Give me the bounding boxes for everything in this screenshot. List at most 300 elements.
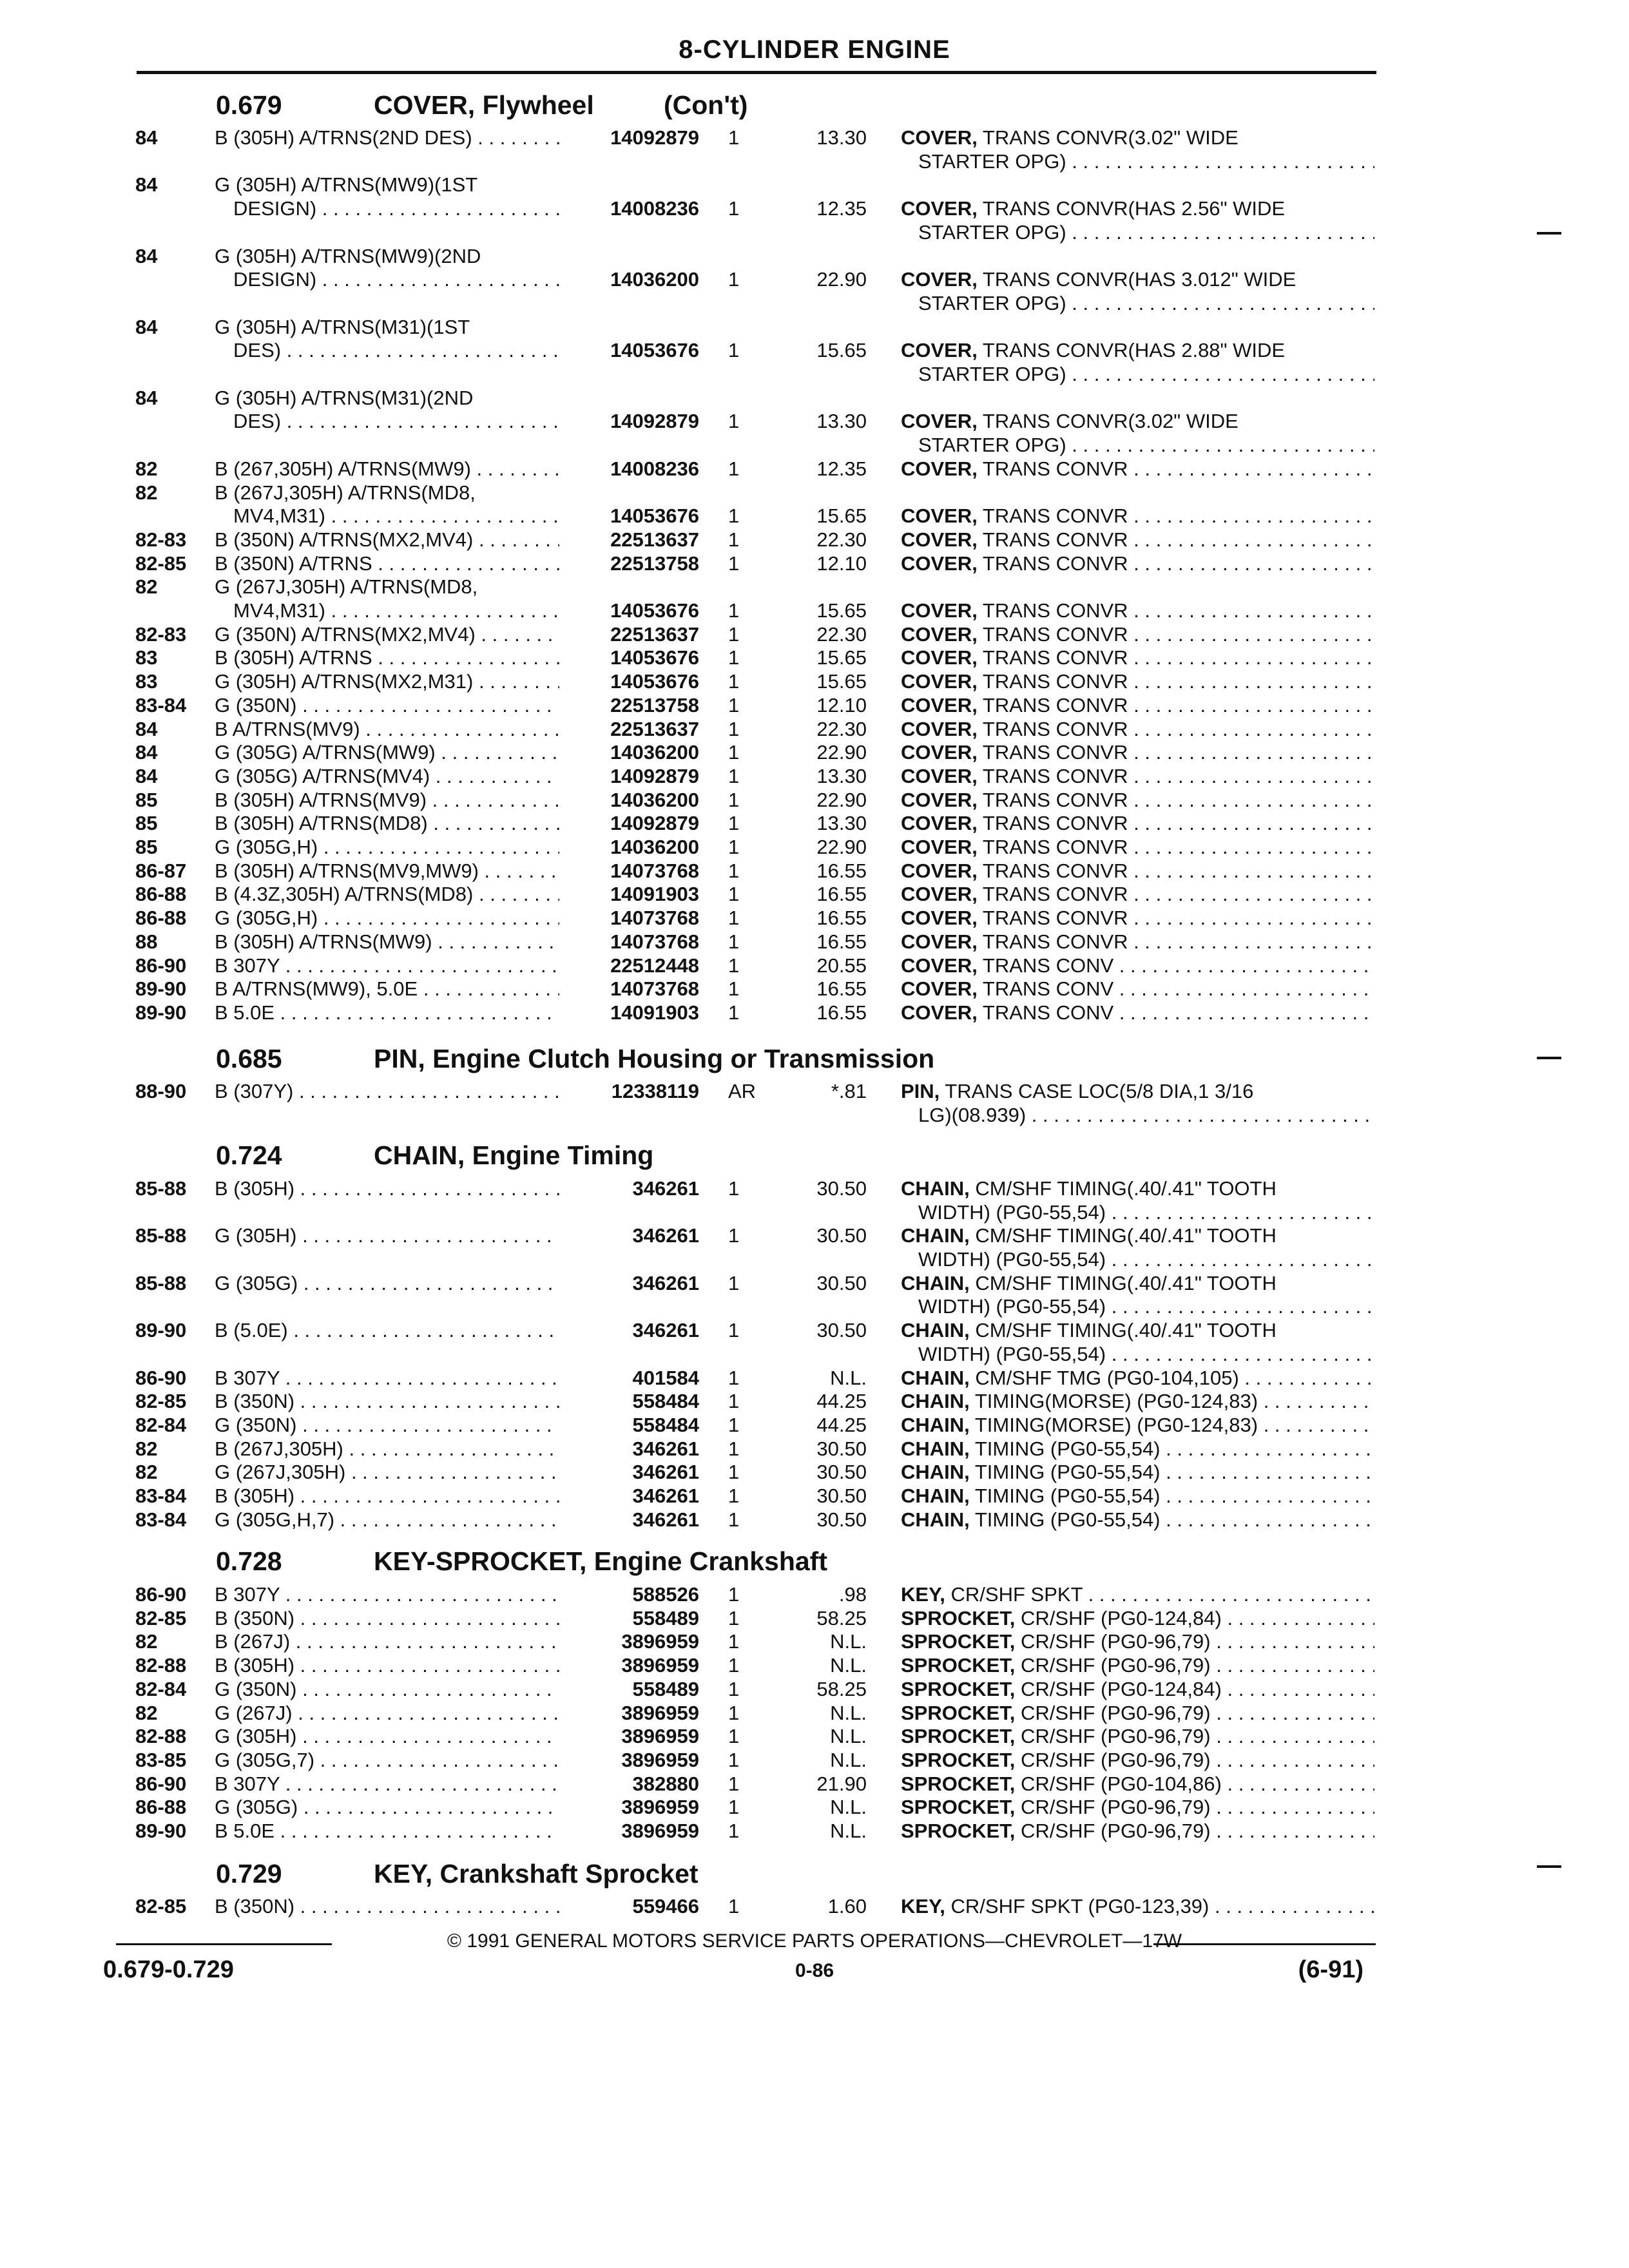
model-description: B 5.0E . . . xyxy=(215,1001,559,1024)
quantity: 1 xyxy=(728,670,740,693)
price: 30.50 xyxy=(816,1271,867,1294)
part-number: 22513637 xyxy=(610,717,699,740)
part-number: 14036200 xyxy=(610,788,699,811)
part-number: 14092879 xyxy=(610,126,699,149)
price: 30.50 xyxy=(816,1177,867,1200)
part-detail: TIMING (PG0-55,54) xyxy=(969,1461,1161,1484)
price: 22.90 xyxy=(816,268,867,291)
part-description xyxy=(901,1271,1374,1295)
model-description: G (305H) A/TRNS(MW9)(2ND xyxy=(215,244,481,267)
model-description: B 307Y . . . xyxy=(215,1366,559,1390)
quantity: 1 xyxy=(728,1583,740,1606)
table-row xyxy=(0,1894,1629,1918)
part-description-cont: STARTER OPG) . . . xyxy=(918,220,1374,244)
model-description: G (305G) A/TRNS(MW9) . . . xyxy=(215,740,559,764)
part-name: COVER, xyxy=(901,693,978,716)
part-name: CHAIN, xyxy=(901,1485,970,1508)
model-description: G (267J) . . . xyxy=(215,1701,559,1725)
part-name: COVER, xyxy=(901,836,978,858)
part-description xyxy=(901,1653,1374,1677)
price: 30.50 xyxy=(816,1224,867,1247)
part-detail: TIMING(MORSE) (PG0-124,83) xyxy=(969,1390,1258,1413)
model-description: B A/TRNS(MW9), 5.0E . . . xyxy=(215,977,559,1001)
price: 15.65 xyxy=(816,599,867,622)
part-name: COVER, xyxy=(901,883,978,906)
part-name: SPROCKET, xyxy=(901,1772,1016,1795)
table-row xyxy=(0,764,1629,788)
model-year: 82-85 xyxy=(135,552,187,575)
price: 12.10 xyxy=(816,552,867,575)
price: 15.65 xyxy=(816,505,867,528)
part-number: 22513758 xyxy=(610,693,699,716)
model-year: 89-90 xyxy=(135,977,187,1001)
part-detail: CR/SHF (PG0-96,79) xyxy=(1015,1820,1211,1842)
price: 21.90 xyxy=(816,1772,867,1795)
model-description: G (350N) A/TRNS(MX2,MV4) . . . . xyxy=(215,622,559,646)
part-description xyxy=(901,859,1374,883)
quantity: 1 xyxy=(728,1772,740,1795)
part-number: 558489 xyxy=(632,1606,699,1629)
part-description xyxy=(901,646,1374,669)
part-description xyxy=(901,954,1374,977)
table-row xyxy=(0,906,1629,930)
part-description xyxy=(901,622,1374,646)
part-name: CHAIN, xyxy=(901,1508,970,1531)
table-row xyxy=(0,1701,1629,1725)
model-description: B (267J) . . . xyxy=(215,1629,559,1653)
part-name: CHAIN, xyxy=(901,1271,970,1294)
model-year: 84 xyxy=(135,386,158,409)
part-detail: TRANS CONVR xyxy=(977,693,1128,716)
table-row xyxy=(0,1772,1629,1796)
model-description: B 307Y . . . xyxy=(215,1582,559,1606)
quantity: 1 xyxy=(728,741,740,764)
table-row xyxy=(0,481,1629,528)
quantity: 1 xyxy=(728,1606,740,1629)
part-number: 346261 xyxy=(632,1508,699,1531)
model-description: B (305H) A/TRNS(MD8) . . . xyxy=(215,811,559,835)
price: 1.60 xyxy=(827,1895,867,1917)
part-description-cont: STARTER OPG) . . . xyxy=(918,362,1374,386)
model-year: 83-84 xyxy=(135,1508,187,1531)
quantity: 1 xyxy=(728,1654,740,1677)
table-row xyxy=(0,1606,1629,1630)
price: 22.90 xyxy=(816,788,867,811)
model-description: B (307Y) . . . xyxy=(215,1079,559,1103)
part-number: 346261 xyxy=(632,1319,699,1342)
table-row xyxy=(0,1318,1629,1365)
part-number: 22513637 xyxy=(610,528,699,551)
part-name: COVER, xyxy=(901,741,978,764)
part-description xyxy=(901,1582,1374,1606)
part-detail: CR/SHF (PG0-96,79) xyxy=(1015,1725,1211,1748)
part-number: 22513758 xyxy=(610,552,699,575)
model-year: 85 xyxy=(135,836,158,858)
part-number: 346261 xyxy=(632,1177,699,1200)
part-number: 346261 xyxy=(632,1485,699,1508)
header-rule xyxy=(137,71,1376,74)
model-year: 89-90 xyxy=(135,1001,187,1024)
model-description: B (350N) . . . xyxy=(215,1894,559,1918)
part-description xyxy=(901,1819,1374,1843)
part-detail: TRANS CONV xyxy=(977,954,1114,977)
quantity: 1 xyxy=(728,1271,740,1294)
price: 16.55 xyxy=(816,977,867,1001)
part-name: COVER, xyxy=(901,717,978,740)
part-detail: TRANS CONVR xyxy=(977,836,1128,858)
model-description: B (5.0E) . . . xyxy=(215,1318,559,1342)
part-number: 3896959 xyxy=(621,1748,699,1771)
model-year: 84 xyxy=(135,126,158,149)
section-name: COVER, Flywheel xyxy=(374,90,594,120)
price: 58.25 xyxy=(816,1606,867,1629)
model-description: G (305G) . . . xyxy=(215,1271,559,1295)
table-row xyxy=(0,386,1629,457)
price: 22.30 xyxy=(816,622,867,646)
model-description: B (305H) A/TRNS(MV9) . . . xyxy=(215,788,559,812)
part-number: 588526 xyxy=(632,1583,699,1606)
part-name: COVER, xyxy=(901,622,978,646)
part-detail: CR/SHF (PG0-96,79) xyxy=(1015,1654,1211,1677)
part-name: COVER, xyxy=(901,268,978,291)
quantity: 1 xyxy=(728,1485,740,1508)
part-description xyxy=(901,1460,1374,1484)
model-description: B (305H) A/TRNS(MV9,MW9) . . . . xyxy=(215,859,559,883)
quantity: 1 xyxy=(728,1461,740,1484)
part-name: COVER, xyxy=(901,126,978,149)
part-description xyxy=(901,1389,1374,1413)
price: 22.90 xyxy=(816,741,867,764)
part-number: 14053676 xyxy=(610,646,699,669)
price: 16.55 xyxy=(816,1001,867,1024)
price: 30.50 xyxy=(816,1437,867,1460)
quantity: 1 xyxy=(728,1177,740,1200)
section-title xyxy=(0,1546,1629,1579)
table-row xyxy=(0,622,1629,646)
part-number: 3896959 xyxy=(621,1725,699,1748)
part-name: SPROCKET, xyxy=(901,1654,1016,1677)
part-name: SPROCKET, xyxy=(901,1630,1016,1653)
footer-copyright: © 1991 GENERAL MOTORS SERVICE PARTS OPERATIONS—CHEVROLET—17W xyxy=(447,1930,1182,1952)
part-detail: TRANS CONVR xyxy=(977,457,1128,480)
model-year: 82 xyxy=(135,1461,158,1484)
part-description xyxy=(901,1413,1374,1437)
part-name: KEY, xyxy=(901,1895,945,1917)
model-description: G (305H) . . . xyxy=(215,1224,559,1247)
price: *.81 xyxy=(831,1080,867,1102)
part-description xyxy=(901,788,1374,812)
margin-mark xyxy=(1537,1865,1561,1868)
price: 16.55 xyxy=(816,907,867,930)
quantity: 1 xyxy=(728,1366,740,1389)
quantity: 1 xyxy=(728,1820,740,1842)
model-year: 86-90 xyxy=(135,1772,187,1795)
part-detail: TRANS CONVR xyxy=(977,717,1128,740)
quantity: 1 xyxy=(728,930,740,953)
part-detail: TRANS CONVR xyxy=(977,505,1128,528)
part-description xyxy=(901,1772,1374,1796)
model-description-cont: MV4,M31) . . . xyxy=(233,599,559,622)
table-row xyxy=(0,1177,1629,1224)
model-description: B (350N) A/TRNS . . . xyxy=(215,552,559,575)
part-detail: TRANS CONV xyxy=(977,977,1114,1001)
part-detail: CR/SHF (PG0-96,79) xyxy=(1015,1796,1211,1819)
part-detail: TRANS CONVR xyxy=(977,741,1128,764)
table-row xyxy=(0,717,1629,741)
part-number: 12338119 xyxy=(611,1080,699,1102)
table-row xyxy=(0,1582,1629,1606)
quantity: 1 xyxy=(728,1001,740,1024)
part-description xyxy=(901,1437,1374,1461)
part-number: 14092879 xyxy=(610,812,699,835)
model-year: 82-84 xyxy=(135,1414,187,1436)
price: .98 xyxy=(838,1583,867,1606)
table-row xyxy=(0,528,1629,552)
table-row xyxy=(0,126,1629,173)
model-year: 85 xyxy=(135,788,158,811)
part-description xyxy=(901,552,1374,575)
quantity: 1 xyxy=(728,1414,740,1436)
part-detail: TRANS CONVR(HAS 2.56" WIDE xyxy=(977,197,1286,220)
table-row xyxy=(0,1508,1629,1532)
part-detail: CM/SHF TMG (PG0-104,105) xyxy=(969,1366,1239,1389)
model-description: B 307Y . . . xyxy=(215,954,559,977)
part-number: 14008236 xyxy=(610,197,699,220)
model-description: B (350N) A/TRNS(MX2,MV4) . . . . xyxy=(215,528,559,552)
model-year: 84 xyxy=(135,764,158,787)
price: N.L. xyxy=(830,1748,867,1771)
price: 15.65 xyxy=(816,646,867,669)
table-row xyxy=(0,457,1629,481)
part-description xyxy=(901,504,1374,528)
model-description: G (305H) . . . xyxy=(215,1724,559,1748)
quantity: 1 xyxy=(728,1677,740,1700)
model-description: B (4.3Z,305H) A/TRNS(MD8) . . . . . xyxy=(215,882,559,906)
section-title xyxy=(0,90,1629,122)
price: N.L. xyxy=(830,1630,867,1653)
table-row xyxy=(0,740,1629,764)
part-description-cont: STARTER OPG) . . . xyxy=(918,291,1374,315)
quantity: 1 xyxy=(728,1319,740,1342)
model-description: B (267,305H) A/TRNS(MW9) . . . . xyxy=(215,457,559,481)
footer-page-number: 0-86 xyxy=(795,1960,834,1981)
part-description xyxy=(901,1701,1374,1725)
model-year: 86-90 xyxy=(135,1366,187,1389)
model-year: 82 xyxy=(135,1630,158,1653)
model-year: 82 xyxy=(135,1701,158,1724)
price: 12.35 xyxy=(816,197,867,220)
quantity: 1 xyxy=(728,812,740,835)
part-name: CHAIN, xyxy=(901,1366,970,1389)
price: 20.55 xyxy=(816,954,867,977)
table-row xyxy=(0,575,1629,622)
part-number: 14073768 xyxy=(610,930,699,953)
model-description: B (305H) . . . xyxy=(215,1177,559,1200)
table-row xyxy=(0,1366,1629,1390)
model-description: G (305G,H) . . . xyxy=(215,835,559,859)
part-name: COVER, xyxy=(901,930,978,953)
quantity: 1 xyxy=(728,1437,740,1460)
table-row xyxy=(0,1724,1629,1748)
quantity: 1 xyxy=(728,646,740,669)
part-name: COVER, xyxy=(901,599,978,622)
part-number: 346261 xyxy=(632,1271,699,1294)
model-year: 86-90 xyxy=(135,954,187,977)
quantity: 1 xyxy=(728,1390,740,1413)
part-description xyxy=(901,1629,1374,1653)
table-row xyxy=(0,1484,1629,1508)
part-name: CHAIN, xyxy=(901,1461,970,1484)
quantity: 1 xyxy=(728,1701,740,1724)
part-name: SPROCKET, xyxy=(901,1748,1016,1771)
model-description: G (267J,305H) . . . xyxy=(215,1460,559,1484)
model-description: G (305H) A/TRNS(M31)(2ND xyxy=(215,386,474,409)
part-detail: TRANS CONV xyxy=(977,1001,1114,1024)
model-description: B (267J,305H) . . . xyxy=(215,1437,559,1461)
section-code: 0.724 xyxy=(216,1140,282,1170)
part-number: 559466 xyxy=(632,1895,699,1917)
part-detail: TRANS CONVR xyxy=(977,859,1128,882)
table-row xyxy=(0,1001,1629,1024)
price: 22.90 xyxy=(816,836,867,858)
part-description xyxy=(901,528,1374,552)
part-description xyxy=(901,267,1374,291)
part-description xyxy=(901,977,1374,1001)
part-detail: CR/SHF SPKT xyxy=(945,1583,1083,1606)
part-name: COVER, xyxy=(901,977,978,1001)
quantity: 1 xyxy=(728,126,740,149)
model-year: 83-84 xyxy=(135,693,187,716)
model-description: B (305H) A/TRNS(2ND DES) . . . . . xyxy=(215,126,559,149)
model-year: 83-85 xyxy=(135,1748,187,1771)
part-number: 3896959 xyxy=(621,1701,699,1724)
part-name: SPROCKET, xyxy=(901,1677,1016,1700)
price: 16.55 xyxy=(816,883,867,906)
part-name: COVER, xyxy=(901,457,978,480)
table-row xyxy=(0,930,1629,954)
quantity: AR xyxy=(728,1080,757,1102)
model-year: 82-84 xyxy=(135,1677,187,1700)
price: 22.30 xyxy=(816,528,867,551)
part-description xyxy=(901,764,1374,788)
part-number: 14036200 xyxy=(610,836,699,858)
model-description: G (305G) A/TRNS(MV4) . . . xyxy=(215,764,559,788)
quantity: 1 xyxy=(728,1224,740,1247)
model-description: B (305H) . . . xyxy=(215,1484,559,1508)
table-row xyxy=(0,1079,1629,1126)
model-year: 88 xyxy=(135,930,158,953)
part-detail: TRANS CONVR(3.02" WIDE xyxy=(977,126,1239,149)
part-detail: CM/SHF TIMING(.40/.41" TOOTH xyxy=(969,1271,1277,1294)
part-detail: TRANS CONVR xyxy=(977,930,1128,953)
table-row xyxy=(0,788,1629,812)
part-description xyxy=(901,740,1374,764)
part-description xyxy=(901,1177,1374,1200)
part-number: 14008236 xyxy=(610,457,699,480)
price: N.L. xyxy=(830,1701,867,1724)
table-row xyxy=(0,1819,1629,1843)
model-description-cont: MV4,M31) . . . xyxy=(233,504,559,528)
part-name: CHAIN, xyxy=(901,1414,970,1436)
quantity: 1 xyxy=(728,693,740,716)
part-detail: CM/SHF TIMING(.40/.41" TOOTH xyxy=(969,1177,1277,1200)
part-number: 346261 xyxy=(632,1224,699,1247)
part-description-cont: LG)(08.939) . . . xyxy=(918,1103,1374,1127)
model-year: 82 xyxy=(135,481,158,504)
model-description: G (305H) A/TRNS(MW9)(1ST xyxy=(215,173,478,197)
part-detail: TRANS CONVR xyxy=(977,883,1128,906)
price: 12.35 xyxy=(816,457,867,480)
table-row xyxy=(0,882,1629,906)
part-number: 3896959 xyxy=(621,1796,699,1819)
model-year: 89-90 xyxy=(135,1319,187,1342)
part-description xyxy=(901,1001,1374,1024)
model-description: B (350N) . . . xyxy=(215,1606,559,1630)
quantity: 1 xyxy=(728,505,740,528)
table-row xyxy=(0,244,1629,314)
part-detail: TRANS CONVR xyxy=(977,646,1128,669)
model-year: 82-88 xyxy=(135,1654,187,1677)
part-description xyxy=(901,1508,1374,1532)
part-description xyxy=(901,338,1374,362)
table-row xyxy=(0,811,1629,835)
model-year: 84 xyxy=(135,717,158,740)
price: 15.65 xyxy=(816,339,867,362)
part-description xyxy=(901,717,1374,741)
part-description xyxy=(901,599,1374,622)
quantity: 1 xyxy=(728,457,740,480)
part-number: 14053676 xyxy=(610,505,699,528)
part-number: 3896959 xyxy=(621,1654,699,1677)
model-description: G (305G,7) . . . xyxy=(215,1748,559,1772)
table-row xyxy=(0,315,1629,385)
quantity: 1 xyxy=(728,1630,740,1653)
model-description: G (350N) . . . xyxy=(215,693,559,717)
part-name: COVER, xyxy=(901,670,978,693)
margin-mark xyxy=(1537,1057,1561,1059)
part-description xyxy=(901,835,1374,859)
part-number: 558489 xyxy=(632,1677,699,1700)
page-header: 8-CYLINDER ENGINE xyxy=(679,35,950,64)
price: 44.25 xyxy=(816,1414,867,1436)
model-description: B (305H) A/TRNS(MW9) . . . xyxy=(215,930,559,954)
model-year: 86-88 xyxy=(135,883,187,906)
section-name: PIN, Engine Clutch Housing or Transmission xyxy=(374,1044,935,1073)
part-name: SPROCKET, xyxy=(901,1701,1016,1724)
part-name: COVER, xyxy=(901,505,978,528)
price: 13.30 xyxy=(816,126,867,149)
quantity: 1 xyxy=(728,1725,740,1748)
table-row xyxy=(0,552,1629,575)
model-description: B (267J,305H) A/TRNS(MD8, xyxy=(215,481,476,504)
quantity: 1 xyxy=(728,1508,740,1531)
quantity: 1 xyxy=(728,907,740,930)
table-row xyxy=(0,1795,1629,1819)
part-number: 14092879 xyxy=(610,410,699,433)
model-year: 82-85 xyxy=(135,1606,187,1629)
section-title xyxy=(0,1044,1629,1076)
price: 13.30 xyxy=(816,812,867,835)
part-name: CHAIN, xyxy=(901,1224,970,1247)
part-number: 22513637 xyxy=(610,622,699,646)
part-number: 14073768 xyxy=(610,859,699,882)
part-detail: CR/SHF (PG0-96,79) xyxy=(1015,1630,1211,1653)
quantity: 1 xyxy=(728,836,740,858)
part-name: SPROCKET, xyxy=(901,1796,1016,1819)
part-detail: CR/SHF (PG0-124,84) xyxy=(1015,1606,1222,1629)
part-detail: TIMING(MORSE) (PG0-124,83) xyxy=(969,1414,1258,1436)
part-number: 14053676 xyxy=(610,599,699,622)
